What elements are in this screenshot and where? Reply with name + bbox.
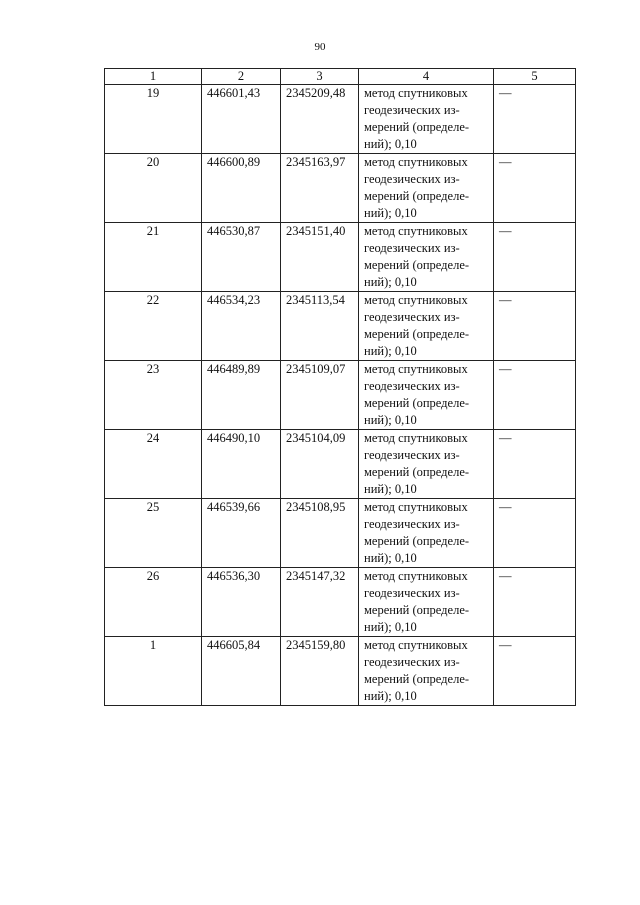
point-number-cell: 25	[105, 499, 202, 568]
method-text-line: метод спутниковых	[364, 293, 468, 307]
note-cell	[494, 637, 576, 706]
point-number-cell: 23	[105, 361, 202, 430]
note-dash: —	[499, 362, 512, 376]
x-coordinate-cell: 446601,43	[202, 85, 281, 154]
point-number-cell: 1	[105, 637, 202, 706]
table-row	[105, 568, 576, 637]
y-coordinate-cell: 2345113,54	[281, 292, 359, 361]
point-number-cell: 24	[105, 430, 202, 499]
header-col-5: 5	[494, 69, 576, 85]
note-cell	[494, 361, 576, 430]
table-row	[105, 292, 576, 361]
note-cell	[494, 223, 576, 292]
table-header-row	[105, 69, 576, 85]
method-text-line: метод спутниковых	[364, 500, 468, 514]
x-coordinate-cell: 446490,10	[202, 430, 281, 499]
point-number-cell: 19	[105, 85, 202, 154]
y-coordinate-cell: 2345163,97	[281, 154, 359, 223]
method-text-line: метод спутниковых	[364, 362, 468, 376]
method-text-line: метод спутниковых	[364, 155, 468, 169]
table-row	[105, 154, 576, 223]
note-dash: —	[499, 86, 512, 100]
table-row	[105, 637, 576, 706]
note-dash: —	[499, 638, 512, 652]
method-text-line: мерений (определе-	[364, 534, 470, 548]
method-text-line: метод спутниковых	[364, 431, 468, 445]
method-text-line: ний); 0,10	[364, 413, 417, 427]
x-coordinate-cell: 446539,66	[202, 499, 281, 568]
header-col-4: 4	[359, 69, 494, 85]
method-text-line: метод спутниковых	[364, 638, 468, 652]
point-number-cell: 26	[105, 568, 202, 637]
note-dash: —	[499, 293, 512, 307]
x-coordinate-cell: 446605,84	[202, 637, 281, 706]
x-coordinate-cell: 446600,89	[202, 154, 281, 223]
header-col-1: 1	[105, 69, 202, 85]
method-text-line: геодезических из-	[364, 517, 460, 531]
y-coordinate-cell: 2345109,07	[281, 361, 359, 430]
header-col-3: 3	[281, 69, 359, 85]
method-text-line: ний); 0,10	[364, 620, 417, 634]
method-cell	[359, 568, 494, 637]
table-row	[105, 85, 576, 154]
method-cell	[359, 637, 494, 706]
y-coordinate-cell: 2345209,48	[281, 85, 359, 154]
method-cell	[359, 430, 494, 499]
x-coordinate-cell: 446530,87	[202, 223, 281, 292]
method-text-line: ний); 0,10	[364, 482, 417, 496]
table-row	[105, 361, 576, 430]
y-coordinate-cell: 2345108,95	[281, 499, 359, 568]
x-coordinate-cell: 446489,89	[202, 361, 281, 430]
method-text-line: геодезических из-	[364, 310, 460, 324]
method-text-line: мерений (определе-	[364, 189, 470, 203]
table-body	[105, 85, 576, 706]
note-dash: —	[499, 224, 512, 238]
method-text-line: ний); 0,10	[364, 551, 417, 565]
method-text-line: мерений (определе-	[364, 465, 470, 479]
method-text-line: геодезических из-	[364, 586, 460, 600]
method-cell	[359, 223, 494, 292]
method-text-line: геодезических из-	[364, 655, 460, 669]
method-text-line: метод спутниковых	[364, 569, 468, 583]
method-cell	[359, 154, 494, 223]
note-cell	[494, 499, 576, 568]
method-text-line: ний); 0,10	[364, 137, 417, 151]
method-text-line: геодезических из-	[364, 241, 460, 255]
note-dash: —	[499, 155, 512, 169]
note-dash: —	[499, 500, 512, 514]
note-cell	[494, 154, 576, 223]
method-cell	[359, 361, 494, 430]
point-number-cell: 21	[105, 223, 202, 292]
y-coordinate-cell: 2345147,32	[281, 568, 359, 637]
method-cell	[359, 499, 494, 568]
table-row	[105, 223, 576, 292]
method-text-line: ний); 0,10	[364, 275, 417, 289]
header-col-2: 2	[202, 69, 281, 85]
note-cell	[494, 568, 576, 637]
method-text-line: ний); 0,10	[364, 206, 417, 220]
coordinates-table	[104, 68, 576, 706]
method-text-line: ний); 0,10	[364, 344, 417, 358]
method-text-line: геодезических из-	[364, 448, 460, 462]
x-coordinate-cell: 446536,30	[202, 568, 281, 637]
method-text-line: геодезических из-	[364, 103, 460, 117]
table-row	[105, 499, 576, 568]
point-number-cell: 20	[105, 154, 202, 223]
y-coordinate-cell: 2345104,09	[281, 430, 359, 499]
x-coordinate-cell: 446534,23	[202, 292, 281, 361]
y-coordinate-cell: 2345151,40	[281, 223, 359, 292]
note-dash: —	[499, 431, 512, 445]
point-number-cell: 22	[105, 292, 202, 361]
method-text-line: ний); 0,10	[364, 689, 417, 703]
method-cell	[359, 292, 494, 361]
y-coordinate-cell: 2345159,80	[281, 637, 359, 706]
note-cell	[494, 430, 576, 499]
method-text-line: геодезических из-	[364, 172, 460, 186]
method-text-line: метод спутниковых	[364, 224, 468, 238]
note-cell	[494, 292, 576, 361]
method-text-line: мерений (определе-	[364, 672, 470, 686]
method-text-line: мерений (определе-	[364, 603, 470, 617]
method-text-line: мерений (определе-	[364, 396, 470, 410]
method-cell	[359, 85, 494, 154]
note-dash: —	[499, 569, 512, 583]
note-cell	[494, 85, 576, 154]
method-text-line: мерений (определе-	[364, 327, 470, 341]
method-text-line: мерений (определе-	[364, 258, 470, 272]
table-row	[105, 430, 576, 499]
method-text-line: мерений (определе-	[364, 120, 470, 134]
method-text-line: геодезических из-	[364, 379, 460, 393]
page-number: 90	[314, 41, 326, 53]
method-text-line: метод спутниковых	[364, 86, 468, 100]
